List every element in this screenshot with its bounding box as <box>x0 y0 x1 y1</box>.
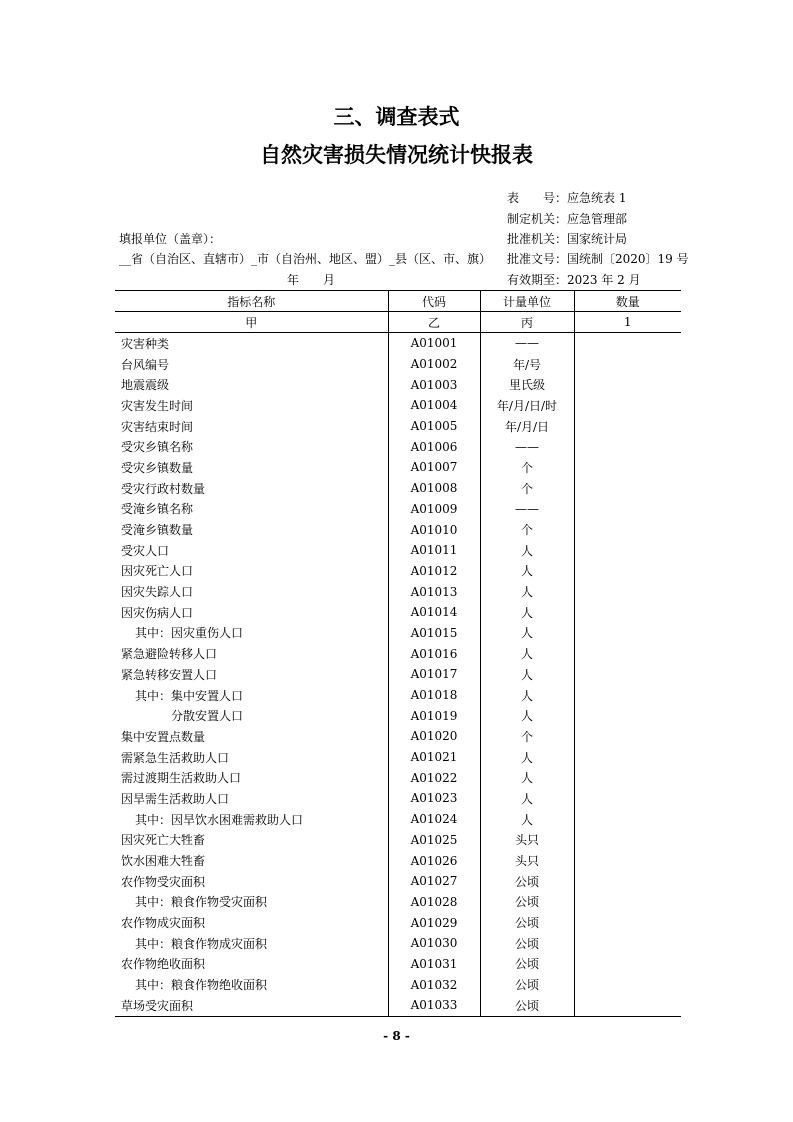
subheader-bing: 丙 <box>480 312 574 333</box>
table-row <box>115 685 681 706</box>
table-row <box>115 954 681 975</box>
table-row <box>115 457 681 478</box>
indicator-code: A01009 <box>388 499 480 520</box>
table-row <box>115 974 681 995</box>
indicator-code: A01029 <box>388 912 480 933</box>
meta-date: 年 月 <box>287 273 336 287</box>
indicator-quantity[interactable] <box>574 685 681 706</box>
indicator-quantity[interactable] <box>574 664 681 685</box>
table-row <box>115 747 681 768</box>
table-row <box>115 995 681 1016</box>
indicator-quantity[interactable] <box>574 333 681 354</box>
indicator-unit: 人 <box>480 623 574 644</box>
table-row <box>115 602 681 623</box>
indicator-quantity[interactable] <box>574 809 681 830</box>
table-header-row <box>115 291 681 312</box>
indicator-code: A01015 <box>388 623 480 644</box>
indicator-code: A01017 <box>388 664 480 685</box>
page-number: - 8 - <box>383 1029 410 1043</box>
indicator-code: A01023 <box>388 788 480 809</box>
indicator-code: A01005 <box>388 416 480 437</box>
indicator-name: 农作物绝收面积 <box>121 957 206 972</box>
indicator-quantity[interactable] <box>574 933 681 954</box>
indicator-code: A01013 <box>388 581 480 602</box>
indicator-quantity[interactable] <box>574 499 681 520</box>
indicator-name: 草场受灾面积 <box>115 995 388 1016</box>
indicator-code: A01024 <box>388 809 480 830</box>
indicator-code: A01028 <box>388 892 480 913</box>
table-row <box>115 478 681 499</box>
indicator-code: A01003 <box>388 374 480 395</box>
indicator-unit: 人 <box>480 643 574 664</box>
table-row <box>115 788 681 809</box>
indicator-unit: 公顷 <box>480 933 574 954</box>
indicator-name: 其中：因灾重伤人口 <box>135 626 244 641</box>
indicator-unit: 人 <box>480 581 574 602</box>
table-row <box>115 830 681 851</box>
header-quantity: 数量 <box>574 291 681 312</box>
table-row <box>115 705 681 726</box>
indicator-unit: 年/号 <box>480 354 574 375</box>
indicator-quantity[interactable] <box>574 892 681 913</box>
indicator-code: A01019 <box>388 705 480 726</box>
table-subheader-row <box>115 312 681 333</box>
table-row <box>115 933 681 954</box>
indicator-name: 因灾伤病人口 <box>121 605 194 620</box>
indicator-unit: 人 <box>480 767 574 788</box>
table-row <box>115 519 681 540</box>
indicator-name: 紧急转移安置人口 <box>121 667 218 682</box>
indicator-unit: —— <box>480 333 574 354</box>
indicator-unit: 年/月/日/时 <box>480 395 574 416</box>
indicator-quantity[interactable] <box>574 436 681 457</box>
indicator-code: A01018 <box>388 685 480 706</box>
indicator-name: 地震震级 <box>121 378 170 393</box>
indicator-quantity[interactable] <box>574 643 681 664</box>
indicator-quantity[interactable] <box>574 623 681 644</box>
indicator-name: 其中：粮食作物成灾面积 <box>135 936 268 951</box>
table-row <box>115 354 681 375</box>
statistics-table <box>115 290 681 1017</box>
table-row <box>115 623 681 644</box>
indicator-name: 饮水困难大牲畜 <box>121 854 206 869</box>
meta-approver: 批准机关：国家统计局 <box>507 232 628 246</box>
indicator-quantity[interactable] <box>574 974 681 995</box>
indicator-unit: 人 <box>480 747 574 768</box>
indicator-unit: 公顷 <box>480 974 574 995</box>
indicator-unit: —— <box>480 499 574 520</box>
table-row <box>115 726 681 747</box>
indicator-unit: —— <box>480 436 574 457</box>
header-indicator-name: 指标名称 <box>115 291 388 312</box>
indicator-quantity[interactable] <box>574 374 681 395</box>
table-row <box>115 581 681 602</box>
indicator-name: 需紧急生活救助人口 <box>121 750 230 765</box>
indicator-name: 需过渡期生活救助人口 <box>121 771 242 786</box>
table-row <box>115 643 681 664</box>
table-row <box>115 871 681 892</box>
indicator-quantity[interactable] <box>574 788 681 809</box>
indicator-name: 受淹乡镇数量 <box>121 523 194 538</box>
table-row <box>115 664 681 685</box>
indicator-name: 集中安置点数量 <box>121 729 206 744</box>
table-row <box>115 374 681 395</box>
indicator-code: A01032 <box>388 974 480 995</box>
indicator-quantity[interactable] <box>574 478 681 499</box>
indicator-name: 因旱需生活救助人口 <box>121 791 230 806</box>
indicator-unit: 公顷 <box>480 892 574 913</box>
indicator-unit: 公顷 <box>480 995 574 1016</box>
indicator-name: 分散安置人口 <box>171 709 244 724</box>
indicator-code: A01030 <box>388 933 480 954</box>
indicator-name: 灾害种类 <box>121 336 170 351</box>
indicator-name: 受灾乡镇数量 <box>121 460 194 475</box>
indicator-name: 农作物成灾面积 <box>121 916 206 931</box>
table-row <box>115 540 681 561</box>
indicator-quantity[interactable] <box>574 705 681 726</box>
indicator-code: A01007 <box>388 457 480 478</box>
indicator-name: 台风编号 <box>121 357 170 372</box>
indicator-name: 因灾死亡人口 <box>121 564 194 579</box>
indicator-quantity[interactable] <box>574 912 681 933</box>
indicator-code: A01004 <box>388 395 480 416</box>
indicator-code: A01021 <box>388 747 480 768</box>
indicator-name: 受灾乡镇名称 <box>121 440 194 455</box>
table-row <box>115 436 681 457</box>
indicator-code: A01025 <box>388 830 480 851</box>
indicator-code: A01027 <box>388 871 480 892</box>
indicator-quantity[interactable] <box>574 830 681 851</box>
table-row <box>115 395 681 416</box>
indicator-unit: 年/月/日 <box>480 416 574 437</box>
indicator-quantity[interactable] <box>574 850 681 871</box>
indicator-quantity[interactable] <box>574 995 681 1016</box>
indicator-unit: 人 <box>480 602 574 623</box>
indicator-quantity[interactable] <box>574 561 681 582</box>
table-row <box>115 561 681 582</box>
indicator-quantity[interactable] <box>574 416 681 437</box>
indicator-name: 因灾死亡大牲畜 <box>121 833 206 848</box>
section-title: 三、调查表式 <box>333 105 460 129</box>
meta-approval-no: 批准文号：国统制〔2020〕19 号 <box>507 252 689 266</box>
indicator-quantity[interactable] <box>574 395 681 416</box>
indicator-name: 紧急避险转移人口 <box>121 647 218 662</box>
indicator-name: 受灾人口 <box>121 543 170 558</box>
table-row <box>115 892 681 913</box>
subheader-yi: 乙 <box>388 312 480 333</box>
document-title: 自然灾害损失情况统计快报表 <box>260 143 533 167</box>
indicator-quantity[interactable] <box>574 767 681 788</box>
indicator-name: 其中：因旱饮水困难需救助人口 <box>135 812 304 827</box>
indicator-unit: 个 <box>480 457 574 478</box>
meta-reporter: 填报单位（盖章）： <box>119 232 222 246</box>
indicator-quantity[interactable] <box>574 581 681 602</box>
table-row <box>115 809 681 830</box>
indicator-quantity[interactable] <box>574 602 681 623</box>
indicator-code: A01033 <box>388 995 480 1016</box>
indicator-name: 灾害发生时间 <box>121 398 194 413</box>
table-row <box>115 416 681 437</box>
indicator-code: A01010 <box>388 519 480 540</box>
indicator-code: A01016 <box>388 643 480 664</box>
indicator-quantity[interactable] <box>574 354 681 375</box>
indicator-code: A01001 <box>388 333 480 354</box>
subheader-jia: 甲 <box>115 312 388 333</box>
meta-table-no: 表 号：应急统表 1 <box>507 191 627 205</box>
indicator-unit: 人 <box>480 561 574 582</box>
indicator-unit: 里氏级 <box>480 374 574 395</box>
indicator-quantity[interactable] <box>574 540 681 561</box>
table-row <box>115 912 681 933</box>
indicator-name: 其中：粮食作物绝收面积 <box>135 978 268 993</box>
indicator-unit: 人 <box>480 809 574 830</box>
indicator-code: A01031 <box>388 954 480 975</box>
indicator-unit: 公顷 <box>480 871 574 892</box>
indicator-code: A01008 <box>388 478 480 499</box>
indicator-unit: 头只 <box>480 850 574 871</box>
indicator-unit: 人 <box>480 788 574 809</box>
table-row <box>115 850 681 871</box>
indicator-code: A01002 <box>388 354 480 375</box>
indicator-unit: 公顷 <box>480 912 574 933</box>
table-row <box>115 333 681 354</box>
indicator-unit: 个 <box>480 478 574 499</box>
indicator-name: 因灾失踪人口 <box>121 585 194 600</box>
meta-valid-until: 有效期至：2023 年 2 月 <box>507 273 641 287</box>
indicator-quantity[interactable] <box>574 726 681 747</box>
indicator-quantity[interactable] <box>574 747 681 768</box>
indicator-quantity[interactable] <box>574 954 681 975</box>
indicator-unit: 人 <box>480 540 574 561</box>
meta-region: __省（自治区、直辖市）_市（自治州、地区、盟）_县（区、市、旗） <box>119 252 492 266</box>
indicator-name: 灾害结束时间 <box>121 419 194 434</box>
table-row <box>115 499 681 520</box>
indicator-unit: 人 <box>480 664 574 685</box>
indicator-unit: 人 <box>480 705 574 726</box>
indicator-code: A01026 <box>388 850 480 871</box>
indicator-code: A01011 <box>388 540 480 561</box>
indicator-quantity[interactable] <box>574 519 681 540</box>
indicator-unit: 个 <box>480 726 574 747</box>
indicator-unit: 人 <box>480 685 574 706</box>
indicator-quantity[interactable] <box>574 457 681 478</box>
indicator-code: A01020 <box>388 726 480 747</box>
table-row <box>115 767 681 788</box>
indicator-code: A01006 <box>388 436 480 457</box>
indicator-name: 农作物受灾面积 <box>121 874 206 889</box>
indicator-quantity[interactable] <box>574 871 681 892</box>
indicator-code: A01012 <box>388 561 480 582</box>
subheader-1: 1 <box>574 312 681 333</box>
indicator-name: 受淹乡镇名称 <box>121 502 194 517</box>
indicator-unit: 公顷 <box>480 954 574 975</box>
indicator-name: 其中：粮食作物受灾面积 <box>135 895 268 910</box>
indicator-name: 其中：集中安置人口 <box>135 688 244 703</box>
indicator-unit: 头只 <box>480 830 574 851</box>
meta-authority: 制定机关：应急管理部 <box>507 212 628 226</box>
indicator-name: 受灾行政村数量 <box>121 481 206 496</box>
indicator-code: A01022 <box>388 767 480 788</box>
indicator-code: A01014 <box>388 602 480 623</box>
header-unit: 计量单位 <box>480 291 574 312</box>
indicator-unit: 个 <box>480 519 574 540</box>
header-code: 代码 <box>388 291 480 312</box>
